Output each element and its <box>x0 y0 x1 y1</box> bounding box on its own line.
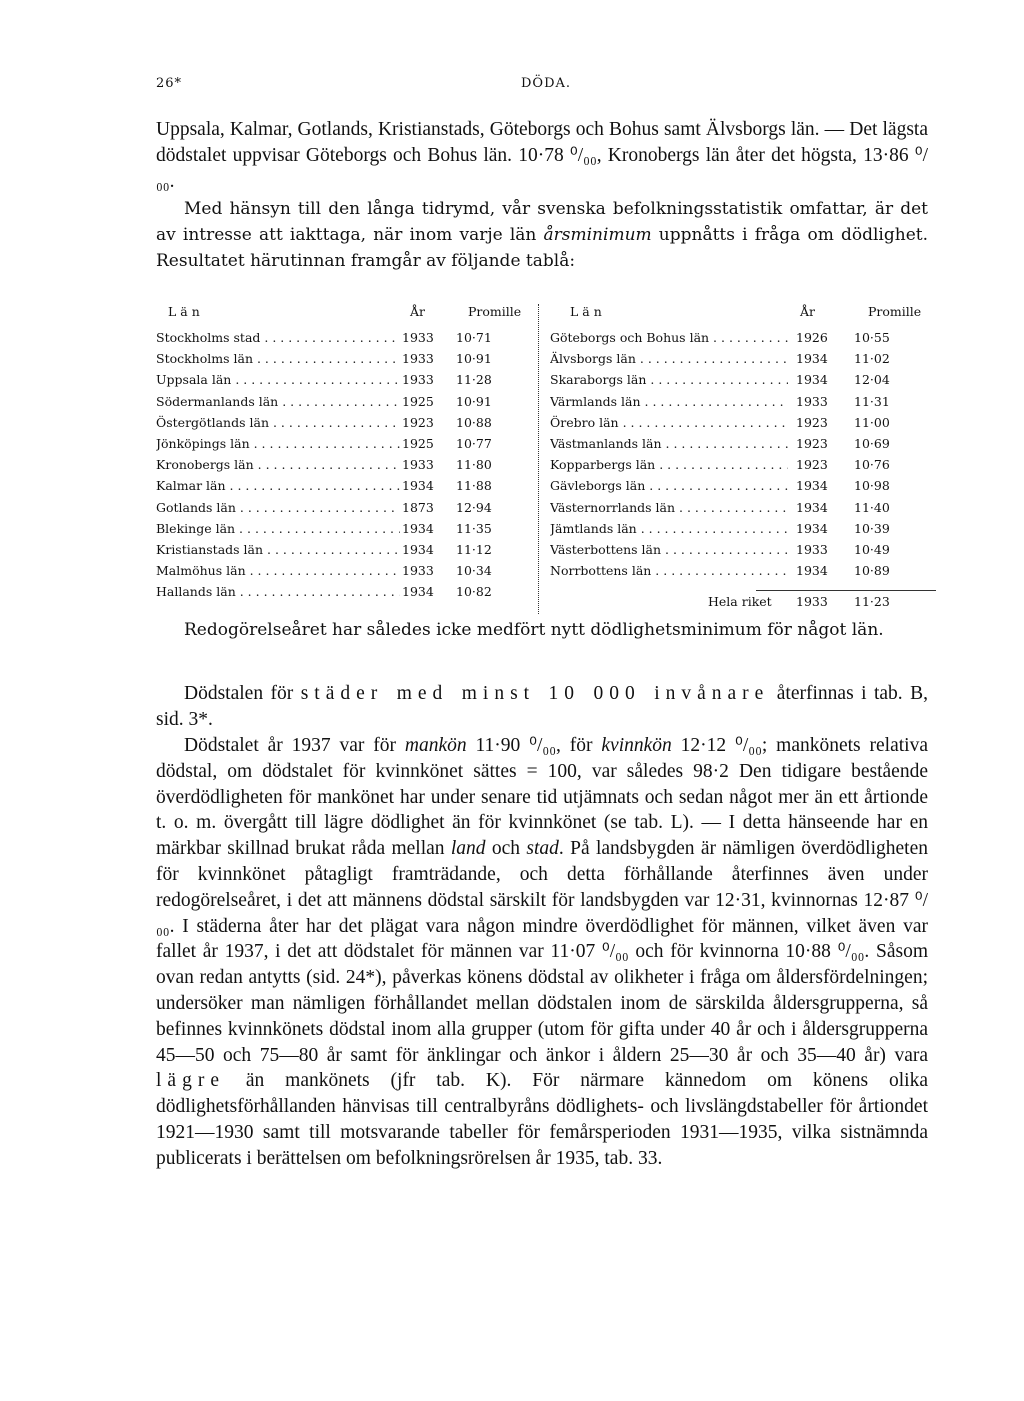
row-year: 1934 <box>402 478 434 494</box>
table-row <box>156 372 538 393</box>
table-row <box>156 436 538 457</box>
row-year: 1933 <box>402 372 434 388</box>
row-promille: 10·39 <box>854 520 890 536</box>
total-label: Hela riket <box>708 594 772 609</box>
row-year: 1934 <box>796 351 828 367</box>
header-ar: År <box>800 304 816 319</box>
row-lan: Uppsala län . . . <box>156 372 400 387</box>
table-intro-paragraph <box>156 197 928 274</box>
para5-emphasis: land <box>450 838 486 860</box>
row-lan: Jämtlands län . . . <box>550 521 788 536</box>
table-row <box>156 394 538 415</box>
page-number: 26* <box>156 76 183 91</box>
para5-spaced: lägre <box>156 1070 225 1092</box>
row-year: 1934 <box>402 584 434 600</box>
row-year: 1925 <box>402 393 434 409</box>
table-row <box>156 457 538 478</box>
row-lan: Västmanlands län . . . <box>550 436 788 451</box>
para2-emphasis: årsminimum <box>543 224 652 245</box>
para5-text: och <box>485 838 527 860</box>
row-promille: 11·12 <box>456 542 492 557</box>
row-lan: Stockholms län . . . <box>156 351 400 366</box>
sex-mortality-paragraph <box>156 733 928 1172</box>
row-lan: Kalmar län . . . <box>156 478 400 493</box>
row-lan: Kopparbergs län . . . <box>550 457 788 472</box>
table-row <box>156 478 538 499</box>
row-promille: 11·31 <box>854 393 890 409</box>
para2-text-a: Med hänsyn till den långa tidrymd, vår svenska befolkningsstatistik omfattar, är det av intresse att iakttaga, när inom varje län <box>156 199 928 245</box>
table-row <box>538 436 936 457</box>
table-row <box>156 563 538 584</box>
table-row <box>538 351 936 372</box>
intro-paragraph <box>156 117 928 194</box>
cities-paragraph <box>156 681 928 733</box>
row-lan: Gotlands län . . . <box>156 500 400 515</box>
row-promille: 10·89 <box>854 563 890 579</box>
row-lan: Gävleborgs län . . . <box>550 478 788 493</box>
table-header-left <box>156 304 538 326</box>
table-row <box>538 521 936 542</box>
header-promille: Promille <box>868 304 922 319</box>
para5-emphasis: kvinnkön <box>601 735 672 756</box>
table-row <box>538 478 936 499</box>
table-row <box>156 521 538 542</box>
header-lan: L ä n <box>168 304 200 319</box>
para4-spaced: städer med minst 10 000 invånare <box>300 683 770 704</box>
row-promille: 11·02 <box>854 351 890 367</box>
table-row <box>156 351 538 372</box>
row-year: 1923 <box>402 414 434 430</box>
header-ar: År <box>410 304 426 319</box>
para2-text-b: uppnåtts i fråga om dödlighet. Resultatet härutinnan framgår av följande tablå: <box>156 224 928 271</box>
row-year: 1934 <box>796 499 828 515</box>
row-lan: Blekinge län . . . <box>156 521 400 536</box>
table-row <box>156 542 538 563</box>
row-year: 1934 <box>402 542 434 557</box>
row-year: 1933 <box>402 330 434 345</box>
row-year: 1926 <box>796 330 828 345</box>
row-promille: 10·88 <box>456 414 492 430</box>
row-year: 1923 <box>796 457 828 473</box>
table-row <box>538 542 936 563</box>
row-year: 1933 <box>402 351 434 367</box>
table-header-right <box>538 304 936 326</box>
row-lan: Stockholms stad . . . <box>156 330 400 345</box>
row-promille: 11·40 <box>854 499 890 515</box>
table-row <box>156 415 538 436</box>
row-year: 1933 <box>796 542 828 557</box>
running-title: DÖDA. <box>520 76 572 91</box>
table-row <box>156 584 538 605</box>
row-promille: 10·71 <box>456 330 492 345</box>
row-promille: 10·69 <box>854 436 890 451</box>
row-lan: Norrbottens län . . . <box>550 563 788 578</box>
table-row <box>538 500 936 521</box>
mortality-minimum-table <box>156 304 936 616</box>
row-lan: Göteborgs och Bohus län . . . <box>550 330 788 345</box>
table-row <box>538 415 936 436</box>
row-lan: Västerbottens län . . . <box>550 542 788 557</box>
row-promille: 11·00 <box>854 414 890 430</box>
row-promille: 10·98 <box>854 478 890 494</box>
row-lan: Älvsborgs län . . . <box>550 351 788 366</box>
row-lan: Värmlands län . . . <box>550 394 788 409</box>
row-lan: Kronobergs län . . . <box>156 457 400 472</box>
page-header <box>156 76 936 100</box>
row-lan: Västernorrlands län . . . <box>550 500 788 515</box>
para5-text: 11·90 ⁰/₀₀, för <box>466 735 602 756</box>
row-promille: 10·82 <box>456 584 492 600</box>
para5-text: 12·12 ⁰/₀₀; mankönets relativa dödstal, om dödstalet för kvinnkönet sättes = 100, var således 98·2 Den tidigare bestående överdödligheten för mankönet har under senare tid utjämnats och sedan något mer än ett årtionde t. o. m. övergått till lägre dödlighet än för kvinnkönet (se tab. L). — I detta hänseende har en märkbar skillnad brukat råda mellan <box>156 735 928 860</box>
row-promille: 10·76 <box>854 457 890 473</box>
table-row <box>156 500 538 521</box>
row-promille: 11·88 <box>456 478 492 494</box>
row-lan: Kristianstads län . . . <box>156 542 400 557</box>
intro-line-1: Uppsala, Kalmar, Gotlands, Kristianstads, Göteborgs och Bohus samt Älvsborgs län. <box>156 119 820 140</box>
row-year: 1873 <box>402 499 434 515</box>
conclusion-paragraph: Redogörelseåret har således icke medfört nytt dödlighetsminimum för något län. <box>184 620 884 640</box>
row-promille: 10·55 <box>854 330 890 345</box>
table-row <box>538 563 936 584</box>
row-promille: 11·35 <box>456 520 492 536</box>
row-promille: 11·80 <box>456 457 492 473</box>
header-lan: L ä n <box>570 304 602 319</box>
total-rule <box>756 590 936 591</box>
table-row <box>538 457 936 478</box>
para5-emphasis: mankön <box>404 735 467 756</box>
para5-text: än mankönets (jfr tab. K). För närmare kännedom om könens olika dödlighetsförhållanden hänvisas till centralbyråns dödlighets- och livslängdstabeller för årtiondet 1921—1930 samt till motsvarande tabeller för femårsperioden 1931—1935, vilka sistnämnda publicerats i berättelsen om befolkningsrörelsen år 1935, tab. 33. <box>156 1070 928 1169</box>
row-promille: 10·77 <box>456 436 492 451</box>
row-year: 1925 <box>402 436 434 451</box>
para5-emphasis: stad <box>526 838 559 860</box>
table-row <box>538 372 936 393</box>
row-lan: Östergötlands län . . . <box>156 415 400 430</box>
para4-text-a: Dödstalen för <box>184 683 301 704</box>
row-year: 1934 <box>796 520 828 536</box>
row-promille: 12·04 <box>854 372 890 388</box>
para5-text: Dödstalet år 1937 var för <box>184 735 405 756</box>
para4-text-b: återfinnas i tab. B, sid. 3*. <box>156 683 929 730</box>
row-year: 1923 <box>796 436 828 451</box>
row-promille: 10·91 <box>456 393 492 409</box>
total-promille: 11·23 <box>854 594 890 609</box>
row-promille: 11·28 <box>456 372 492 388</box>
row-year: 1933 <box>402 457 434 473</box>
para5-text: . På landsbygden är nämligen överdödligheten för kvinnkönet påtagligt framträdande, och detta förhållande återfinnes även under redogörelseåret, i det att männens dödstal särskilt för landsbygden var 12·31, kvinnornas 12·87 ⁰/₀₀. I städerna åter har det plägat vara någon mindre överdödlighet för männen, vilket även var fallet år 1937, i det att dödstalet för männen var 11·07 ⁰/₀₀ och för kvinnorna 10·88 ⁰/₀₀. Såsom ovan redan antytts (sid. 24*), påverkas könens dödstal av olikheter i fråga om åldersfördelningen; undersöker man nämligen förhållandet mellan dödstalen inom de särskilda åldersgrupperna, så befinnes kvinnkönets dödstal inom alla grupper (utom för gifta under 40 år och i åldersgrupperna 45—50 och 75—80 år samt för änklingar och änkor i åldern 25—30 år och 35—40 år) vara <box>156 838 928 1066</box>
table-row <box>538 394 936 415</box>
row-year: 1934 <box>796 478 828 494</box>
row-year: 1933 <box>796 393 828 409</box>
row-lan: Hallands län . . . <box>156 584 400 599</box>
row-promille: 10·91 <box>456 351 492 367</box>
table-total-row <box>538 594 936 616</box>
row-lan: Örebro län . . . <box>550 415 788 430</box>
row-year: 1933 <box>402 563 434 579</box>
row-year: 1923 <box>796 414 828 430</box>
row-promille: 12·94 <box>456 499 492 515</box>
intro-line-2: — Det lägsta dödstalet uppvisar Göteborgs och Bohus län. 10·78 ⁰/₀₀, Kronobergs län åter det högsta, 13·86 ⁰/₀₀. <box>156 119 928 192</box>
row-lan: Malmöhus län . . . <box>156 563 400 578</box>
row-year: 1934 <box>796 563 828 579</box>
row-year: 1934 <box>796 372 828 388</box>
row-lan: Skaraborgs län . . . <box>550 372 788 387</box>
row-lan: Jönköpings län . . . <box>156 436 400 451</box>
row-lan: Södermanlands län . . . <box>156 394 400 409</box>
row-promille: 10·34 <box>456 563 492 579</box>
table-row <box>538 330 936 351</box>
table-row <box>156 330 538 351</box>
row-promille: 10·49 <box>854 542 890 557</box>
row-year: 1934 <box>402 520 434 536</box>
total-year: 1933 <box>796 594 828 609</box>
header-promille: Promille <box>468 304 522 319</box>
